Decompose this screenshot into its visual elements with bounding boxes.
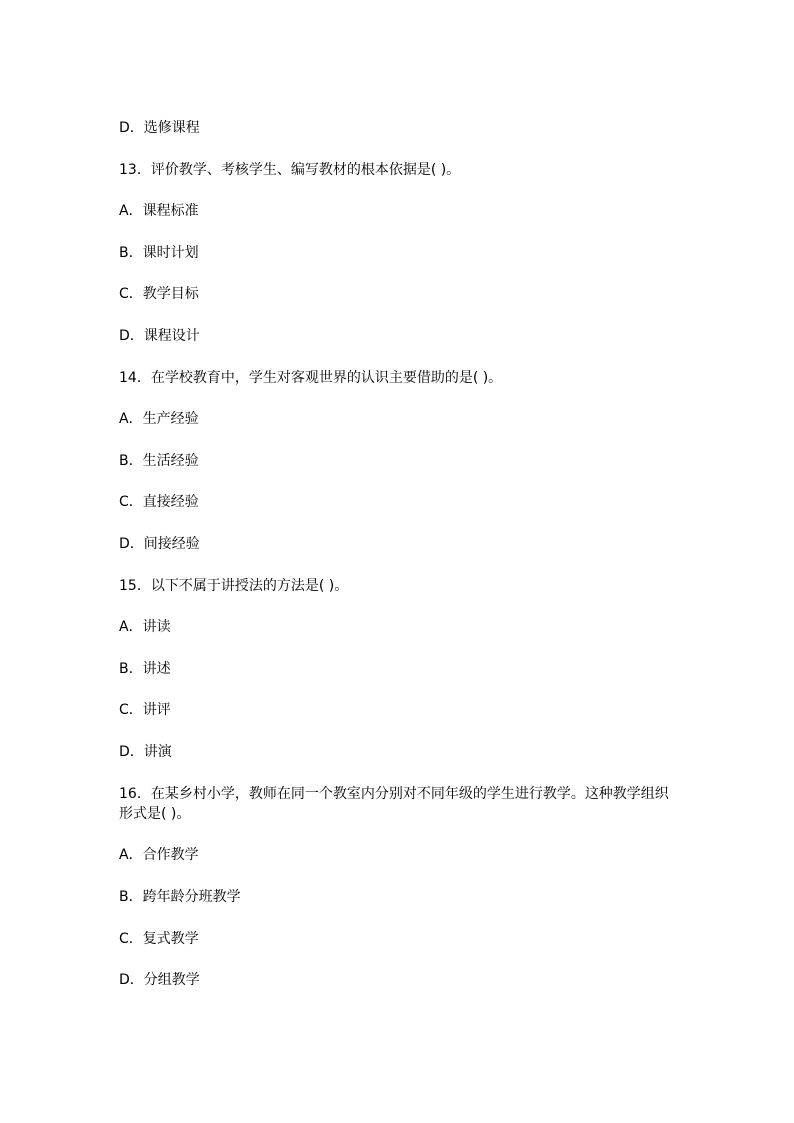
q13-option-a: A．课程标准	[119, 203, 199, 219]
q14-option-c: C．直接经验	[119, 494, 199, 510]
q14-option-b: B．生活经验	[119, 453, 199, 469]
q15-option-c: C．讲评	[119, 702, 171, 718]
q15-question: 15．以下不属于讲授法的方法是( )。	[119, 578, 349, 594]
q16-option-d: D．分组教学	[119, 972, 200, 988]
q16-question-line-1: 16．在某乡村小学，教师在同一个教室内分别对不同年级的学生进行教学。这种教学组织	[119, 786, 669, 802]
q14-option-a: A．生产经验	[119, 411, 199, 427]
q15-option-b: B．讲述	[119, 661, 171, 677]
q12-option-d: D．选修课程	[119, 120, 200, 136]
q16-question-line-2: 形式是( )。	[119, 806, 191, 822]
q13-option-b: B．课时计划	[119, 245, 199, 261]
q15-option-a: A．讲读	[119, 619, 171, 635]
q16-option-a: A．合作教学	[119, 847, 199, 863]
q13-option-c: C．教学目标	[119, 286, 199, 302]
q14-question: 14．在学校教育中，学生对客观世界的认识主要借助的是( )。	[119, 370, 503, 386]
q14-option-d: D．间接经验	[119, 536, 200, 552]
q16-option-c: C．复式教学	[119, 931, 199, 947]
q16-option-b: B．跨年龄分班教学	[119, 889, 241, 905]
q15-option-d: D．讲演	[119, 744, 172, 760]
q13-option-d: D．课程设计	[119, 328, 200, 344]
q13-question: 13．评价教学、考核学生、编写教材的根本依据是( )。	[119, 162, 461, 178]
